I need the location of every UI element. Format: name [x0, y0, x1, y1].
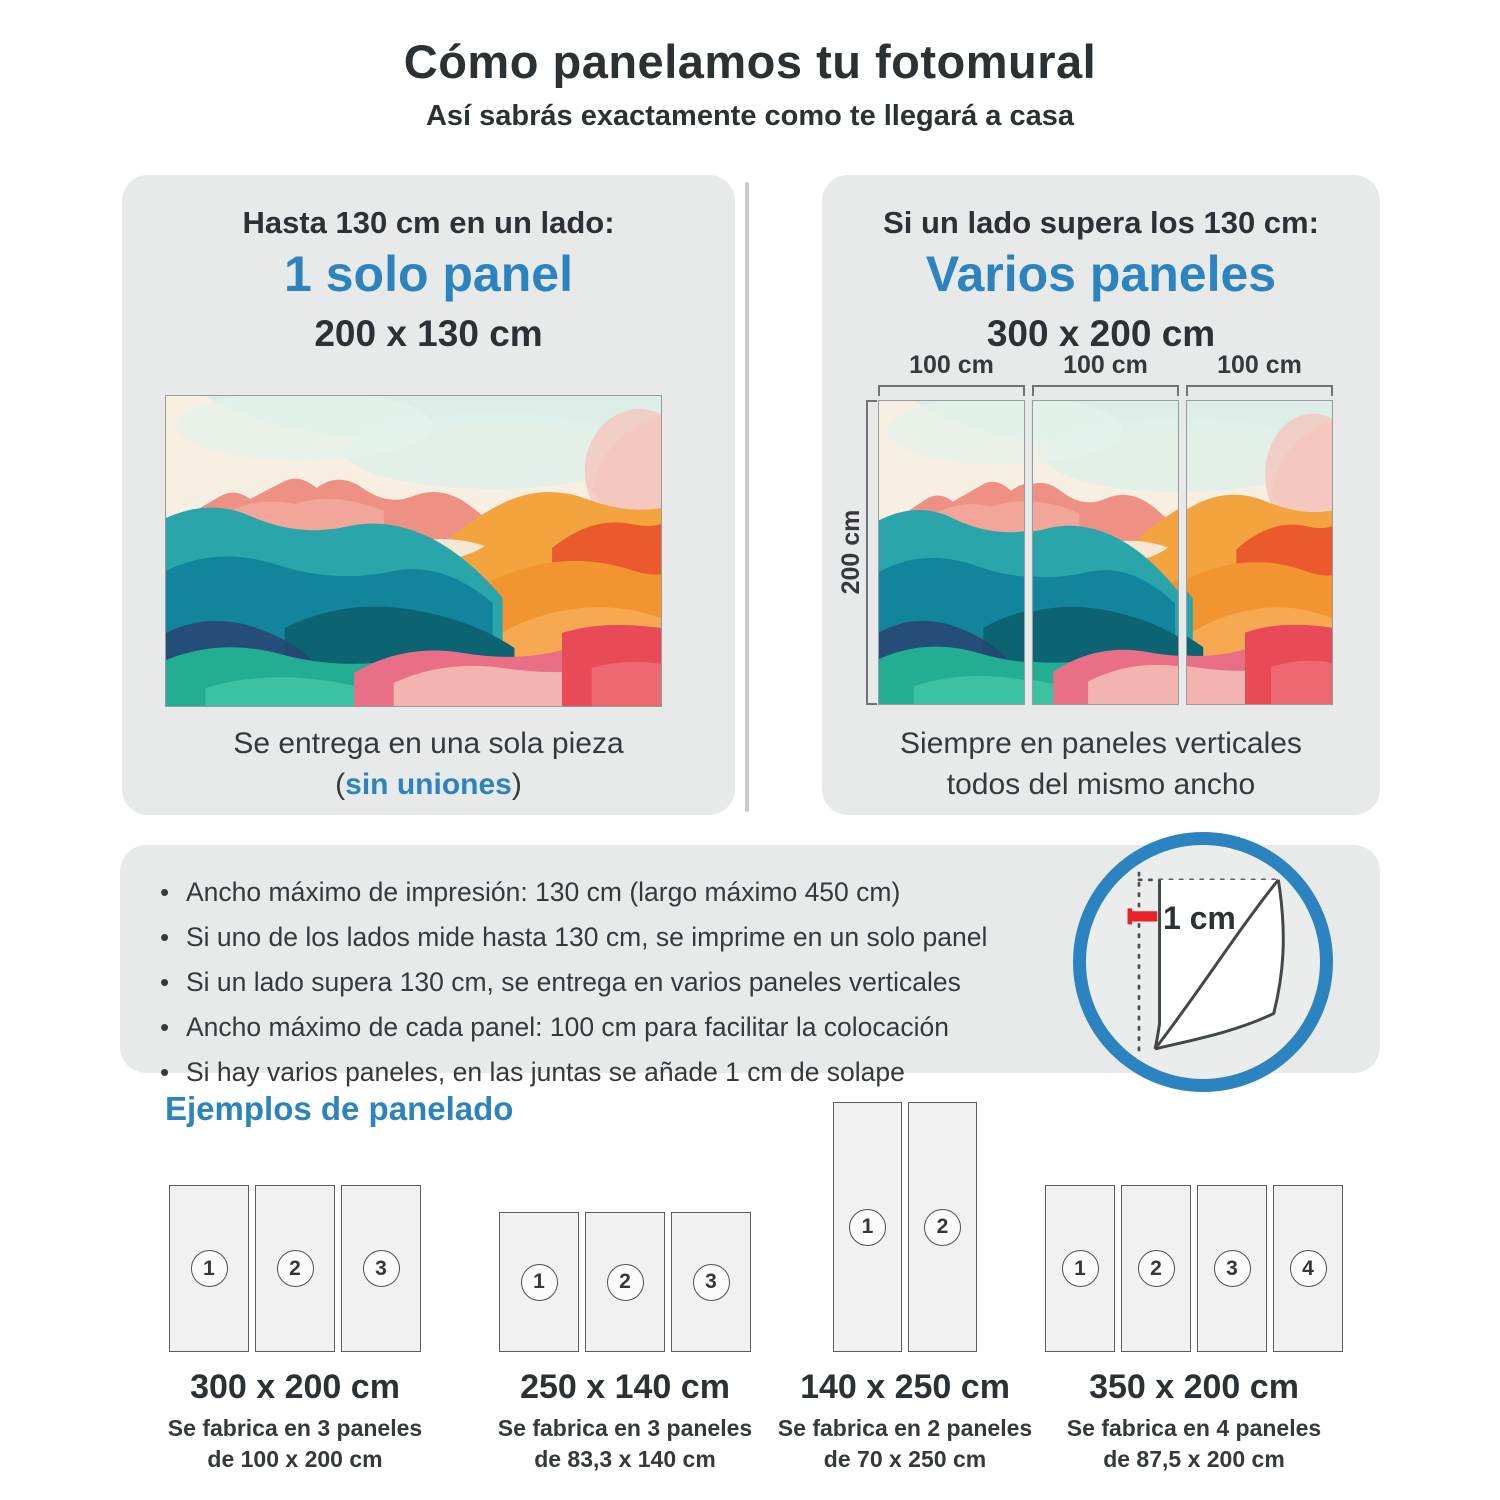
example-detail-2: de 83,3 x 140 cm — [534, 1446, 716, 1472]
caption-line1: Siempre en paneles verticales — [900, 727, 1302, 760]
panel — [499, 1212, 579, 1352]
info-bullet: • Ancho máximo de cada panel: 100 cm para facilitar la colocación — [154, 1010, 1380, 1044]
panel-number: 1 — [849, 1209, 886, 1246]
height-label: 200 cm — [837, 509, 865, 595]
overlap-measure-label: 1 cm — [1162, 899, 1236, 936]
panel — [833, 1102, 902, 1352]
example-size: 300 x 200 cm — [190, 1368, 400, 1406]
panel-number: 3 — [693, 1264, 730, 1301]
caption-line1: Se entrega en una sola pieza — [233, 727, 624, 760]
example-detail-1: Se fabrica en 2 paneles — [777, 1415, 1033, 1441]
panel-number: 2 — [1138, 1250, 1175, 1287]
panel — [1197, 1185, 1267, 1352]
panel-number: 3 — [363, 1250, 400, 1287]
watercolor-image-part-1 — [879, 401, 1024, 704]
overlap-badge — [1073, 832, 1333, 1092]
multi-panel-caption — [822, 723, 1380, 805]
caption-highlight: sin uniones — [345, 768, 512, 801]
width-bracket-3 — [1186, 385, 1333, 396]
multi-panel-card — [822, 175, 1380, 815]
panel-number: 2 — [277, 1250, 314, 1287]
example-detail-1: Se fabrica en 3 paneles — [497, 1415, 753, 1441]
page-curl-icon — [1104, 857, 1311, 1074]
caption-paren-close: ) — [511, 768, 522, 801]
panel — [255, 1185, 335, 1352]
example-140x250 — [772, 1102, 1038, 1475]
examples-title: Ejemplos de panelado — [165, 1090, 514, 1127]
example-panels — [140, 1102, 450, 1352]
panel-number: 1 — [521, 1264, 558, 1301]
example-300x200 — [140, 1102, 450, 1475]
info-bullet: • Si un lado supera 130 cm, se entrega en varios paneles verticales — [154, 965, 1380, 999]
info-bullet: • Si hay varios paneles, en las juntas se añade 1 cm de solape — [154, 1055, 1380, 1089]
width-label-3: 100 cm — [1217, 351, 1302, 379]
example-detail-2: de 87,5 x 200 cm — [1103, 1446, 1285, 1472]
panel — [1273, 1185, 1343, 1352]
width-label-1: 100 cm — [909, 351, 994, 379]
watercolor-image-part-2 — [1033, 401, 1178, 704]
single-panel-size: 200 x 130 cm — [314, 313, 543, 354]
caption-line2: todos del mismo ancho — [946, 768, 1256, 801]
mural-panel-3 — [1186, 400, 1333, 705]
example-size: 140 x 250 cm — [800, 1368, 1010, 1406]
multi-panel-condition: Si un lado supera los 130 cm: — [883, 205, 1319, 240]
example-detail-2: de 100 x 200 cm — [207, 1446, 383, 1472]
panel-number: 1 — [191, 1250, 228, 1287]
panel — [585, 1212, 665, 1352]
single-panel-result: 1 solo panel — [284, 246, 573, 302]
panel — [1045, 1185, 1115, 1352]
info-bullet: • Ancho máximo de impresión: 130 cm (largo máximo 450 cm) — [154, 875, 1380, 909]
width-bracket-1 — [878, 385, 1025, 396]
example-350x200 — [1038, 1102, 1350, 1475]
example-detail-1: Se fabrica en 4 paneles — [1066, 1415, 1322, 1441]
width-bracket-2 — [1032, 385, 1179, 396]
panel-number: 3 — [1214, 1250, 1251, 1287]
panel-number: 2 — [924, 1209, 961, 1246]
width-label-2: 100 cm — [1063, 351, 1148, 379]
panel-number: 2 — [607, 1264, 644, 1301]
height-bracket — [866, 400, 877, 705]
panel — [1121, 1185, 1191, 1352]
single-panel-caption — [122, 723, 735, 805]
info-bullet: • Si uno de los lados mide hasta 130 cm, se imprime en un solo panel — [154, 920, 1380, 954]
multi-panel-result: Varios paneles — [925, 246, 1277, 302]
watercolor-image-part-3 — [1187, 401, 1332, 704]
vertical-divider — [745, 182, 749, 812]
mural-panel-1 — [878, 400, 1025, 705]
panel-number: 1 — [1062, 1250, 1099, 1287]
example-size: 350 x 200 cm — [1089, 1368, 1299, 1406]
panel — [341, 1185, 421, 1352]
page-subtitle: Así sabrás exactamente como te llegará a casa — [425, 100, 1075, 132]
example-panels — [1038, 1102, 1350, 1352]
example-size: 250 x 140 cm — [520, 1368, 730, 1406]
multi-panel-size: 300 x 200 cm — [986, 313, 1216, 354]
panel — [908, 1102, 977, 1352]
panel-number: 4 — [1290, 1250, 1327, 1287]
panel — [671, 1212, 751, 1352]
example-detail-2: de 70 x 250 cm — [823, 1446, 987, 1472]
caption-paren-open: ( — [335, 768, 346, 801]
example-detail-1: Se fabrica en 3 paneles — [167, 1415, 423, 1441]
mural-preview-image — [165, 395, 662, 707]
example-panels — [772, 1102, 1038, 1352]
page-title: Cómo panelamos tu fotomural — [403, 35, 1097, 88]
single-panel-card — [122, 175, 735, 815]
panel — [169, 1185, 249, 1352]
example-panels — [470, 1102, 780, 1352]
example-250x140 — [470, 1102, 780, 1475]
single-panel-condition: Hasta 130 cm en un lado: — [242, 205, 615, 240]
watercolor-image — [166, 396, 661, 706]
mural-panel-2 — [1032, 400, 1179, 705]
